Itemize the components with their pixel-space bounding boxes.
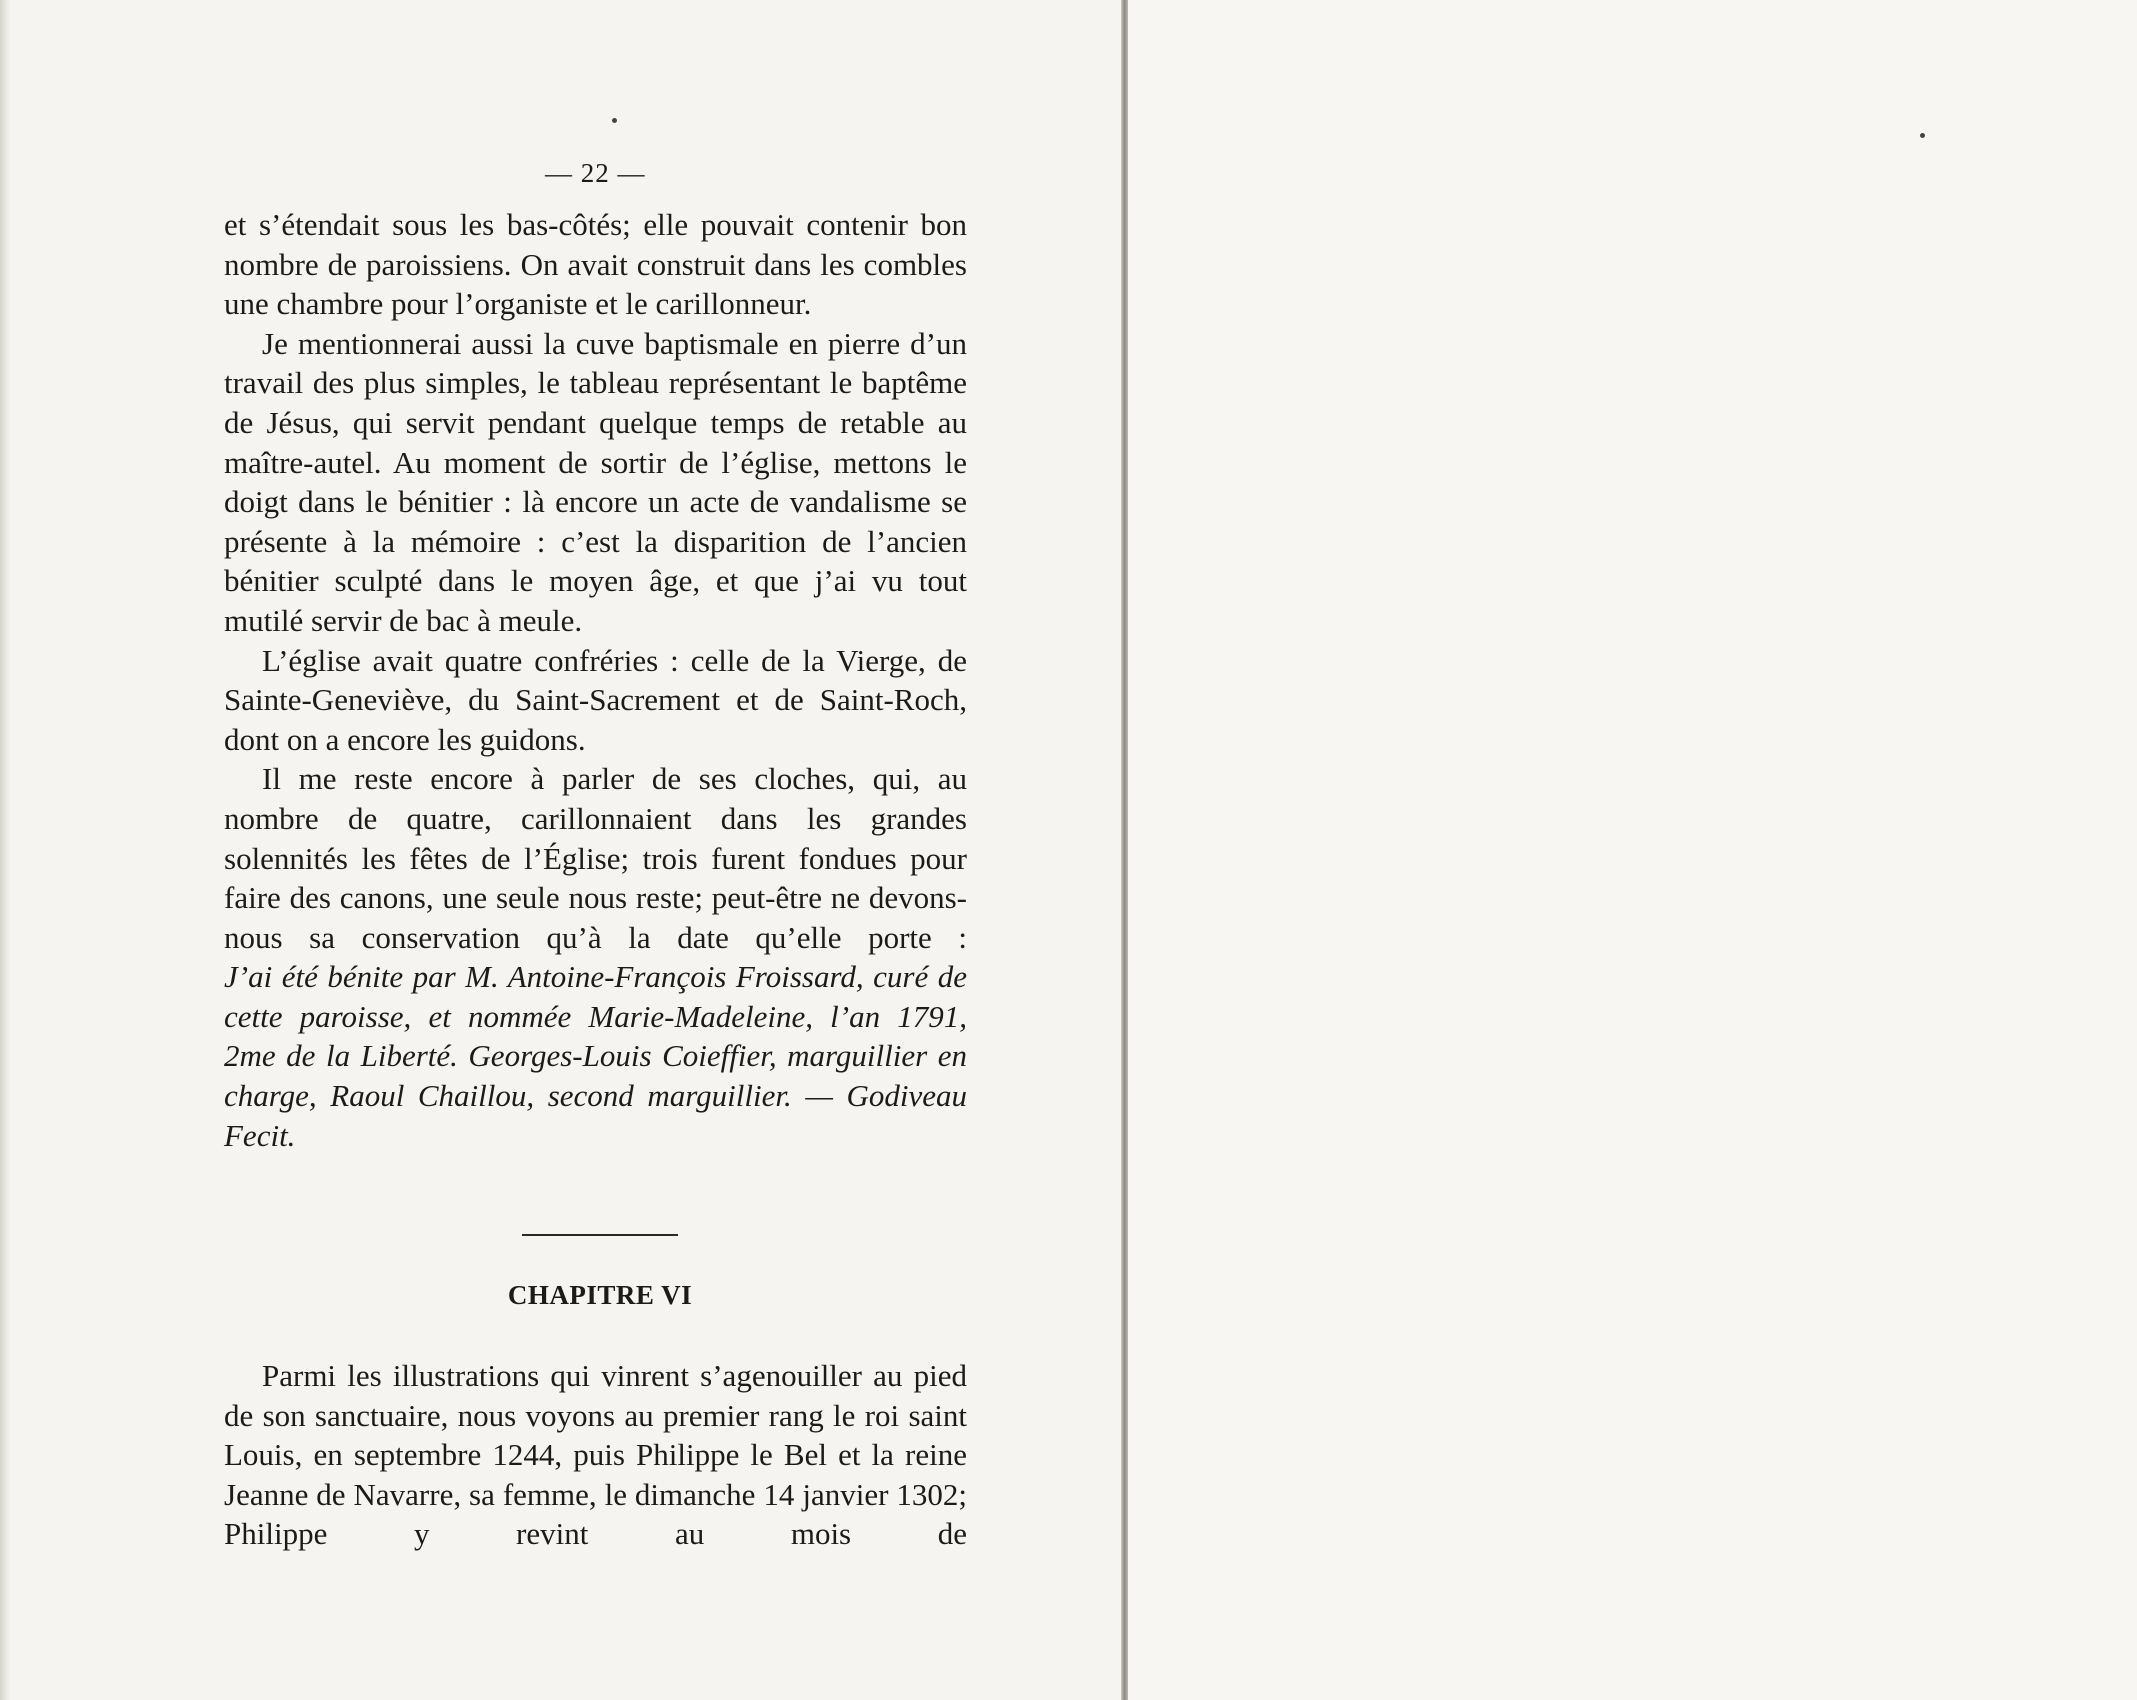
ink-speck [612, 118, 617, 123]
paragraph: Il me reste encore à parler de ses cloches, qui, au nombre de quatre, carillonnaient dans les grandes solennités les fêtes de l’Église; trois furent fondues pour faire des canons, une seule nous reste; peut-être ne devons-nous sa conservation qu’à la date qu’elle porte : [224, 761, 967, 955]
page-edge-shadow [0, 0, 10, 1700]
bell-inscription: J’ai été bénite par M. Antoine-François Froissard, curé de cette paroisse, et nommée Marie-Madeleine, l’an 1791, 2me de la Liberté. Georges-Louis Coieffier, marguillier en charge, Raoul Chaillou, second marguillier. — Godiveau Fecit. [224, 959, 967, 1153]
page-number-left: — 22 — [545, 158, 646, 188]
right-page [1128, 0, 2137, 1700]
left-page-body [224, 205, 967, 1155]
paragraph: L’église avait quatre confréries : celle de la Vierge, de Sainte-Geneviève, du Saint-Sacrement et de Saint-Roch, dont on a encore les guidons. [224, 642, 967, 757]
chapter-heading: CHAPITRE VI [507, 1280, 693, 1310]
chapter-body [224, 1356, 967, 1554]
book-gutter [1121, 0, 1128, 1700]
paragraph: et s’étendait sous les bas-côtés; elle pouvait contenir bon nombre de paroissiens. On avait construit dans les combles une chambre pour l’organiste et le carillonneur. [224, 207, 967, 322]
section-divider [522, 1234, 678, 1236]
paragraph: Je mentionnerai aussi la cuve baptismale en pierre d’un travail des plus simples, le tableau représentant le baptême de Jésus, qui servit pendant quelque temps de retable au maître-autel. Au moment de sortir de l’église, mettons le doigt dans le bénitier : là encore un acte de vandalisme se présente à la mémoire : c’est la disparition de l’ancien bénitier sculpté dans le moyen âge, et que j’ai vu tout mutilé servir de bac à meule. [224, 325, 967, 638]
paragraph: Parmi les illustrations qui vinrent s’agenouiller au pied de son sanctuaire, nous voyons au premier rang le roi saint Louis, en septembre 1244, puis Philippe le Bel et la reine Jeanne de Navarre, sa femme, le dimanche 14 janvier 1302; Philippe y revint au mois de [224, 1358, 967, 1552]
ink-speck [1920, 133, 1925, 138]
